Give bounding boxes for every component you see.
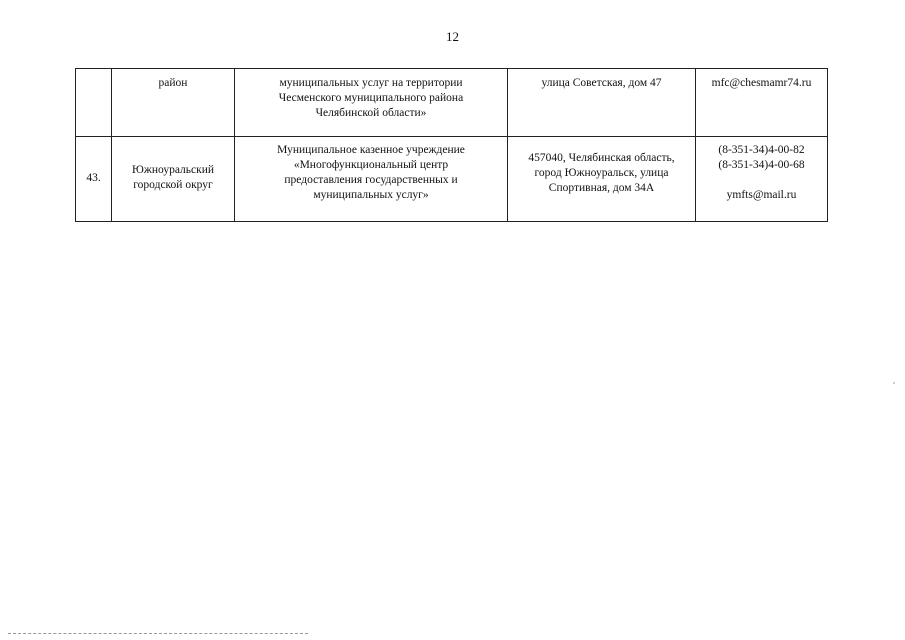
organization-line: Чесменского муниципального района	[278, 92, 464, 104]
table-row-continuation	[76, 69, 828, 137]
registry-table	[75, 68, 828, 222]
organization-cell	[235, 69, 508, 137]
address-line: 457040, Челябинская область,	[528, 152, 675, 164]
organization-line: «Многофункциональный центр	[293, 159, 449, 171]
organization-line: Муниципальное казенное учреждение	[277, 144, 465, 156]
table-row-43	[76, 137, 828, 222]
scan-speck	[893, 382, 895, 384]
area-cell	[112, 69, 235, 137]
page-number: 12	[446, 29, 459, 44]
row-number-cell	[76, 69, 112, 137]
area-line: городской округ	[133, 179, 213, 191]
area-cell	[112, 137, 235, 222]
organization-line: муниципальных услуг»	[313, 189, 429, 201]
contacts-cell	[696, 69, 828, 137]
email-text: mfc@chesmamr74.ru	[711, 77, 812, 89]
footer-scan-rule	[8, 633, 308, 634]
area-text: район	[158, 77, 188, 89]
address-line: улица Советская, дом 47	[541, 77, 662, 89]
area-line: Южноуральский	[131, 164, 215, 176]
contacts-cell	[696, 137, 828, 222]
contact-spacer	[700, 173, 823, 188]
phone-text: (8-351-34)4-00-68	[718, 159, 805, 171]
row-number-cell: 43.	[76, 137, 112, 222]
phone-text: (8-351-34)4-00-82	[718, 144, 805, 156]
organization-cell	[235, 137, 508, 222]
address-line: Спортивная, дом 34А	[548, 182, 655, 194]
address-cell	[508, 137, 696, 222]
address-line: город Южноуральск, улица	[534, 167, 669, 179]
organization-line: муниципальных услуг на территории	[279, 77, 463, 89]
address-cell	[508, 69, 696, 137]
organization-line: Челябинской области»	[315, 107, 427, 119]
organization-line: предоставления государственных и	[284, 174, 458, 186]
email-text: ymfts@mail.ru	[726, 189, 797, 201]
